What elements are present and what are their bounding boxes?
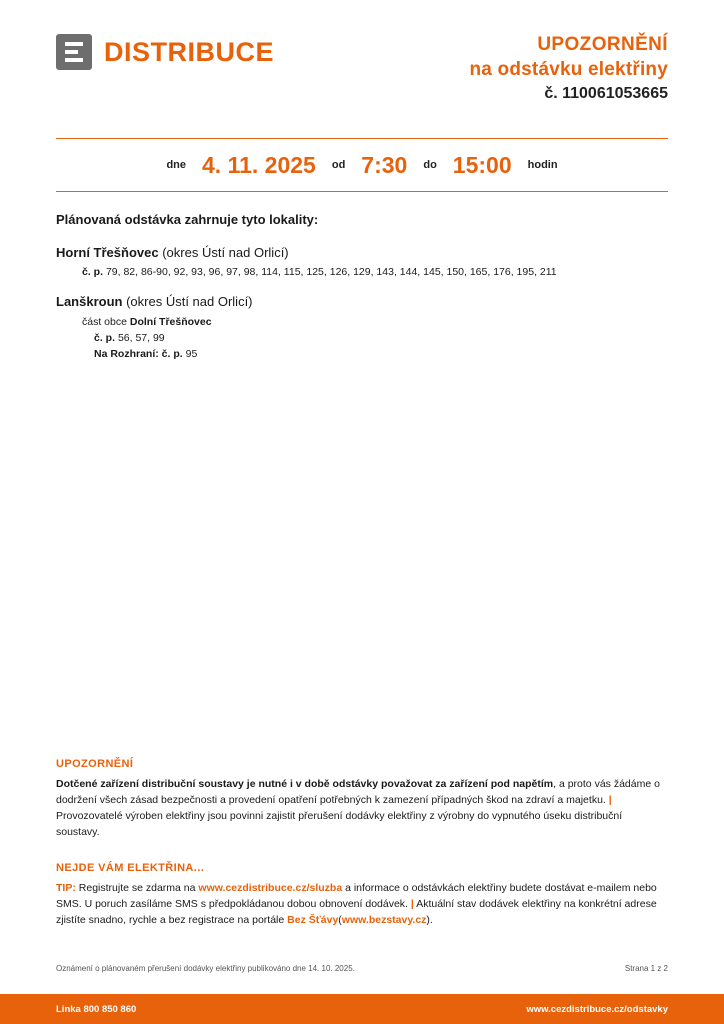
label-do: do bbox=[423, 159, 437, 171]
label-hodin: hodin bbox=[527, 159, 558, 171]
notice-separator: | bbox=[608, 794, 612, 806]
tip-text2: a informace o odstávkách elektřiny budete dostávat e-mailem nebo SMS. U poruch zasíláme SMS s předpokládanou dobou obnovení dodávek. bbox=[56, 882, 657, 910]
document-header bbox=[56, 32, 668, 112]
locality-numbers-label: č. p. bbox=[94, 332, 116, 344]
notice-warning-bold: Dotčené zařízení distribuční soustavy je nutné i v době odstávky považovat za zařízení pod napětím bbox=[56, 778, 554, 790]
locality-name: Lanškroun bbox=[56, 294, 123, 309]
localities-section bbox=[56, 212, 668, 376]
outage-date: 4. 11. 2025 bbox=[202, 151, 316, 178]
locality-part-label: část obce bbox=[82, 316, 127, 328]
locality-extra-label: Na Rozhraní: č. p. bbox=[94, 348, 183, 360]
document-title-block bbox=[470, 32, 669, 105]
notice-warning-text2: Provozovatelé výroben elektřiny jsou povinni zajistit přerušení dodávky elektřiny z výrobny do vypnutého úseku distribuční soustavy. bbox=[56, 810, 623, 838]
locality-numbers-value: 79, 82, 86-90, 92, 93, 96, 97, 98, 114, 115, 125, 126, 129, 143, 144, 145, 150, 165, 176, 195, 211 bbox=[105, 266, 557, 278]
notice-help-heading: NEJDE VÁM ELEKTŘINA... bbox=[56, 862, 205, 874]
tip-label: TIP: bbox=[56, 882, 76, 894]
label-dne: dne bbox=[166, 159, 186, 171]
locality-extra-value: 95 bbox=[185, 348, 198, 360]
locality-numbers-value: 56, 57, 99 bbox=[117, 332, 165, 344]
cez-logo-icon bbox=[56, 34, 92, 70]
notice-warning-heading: UPOZORNĚNÍ bbox=[56, 758, 134, 770]
footer-web-link[interactable]: www.cezdistribuce.cz/odstavky bbox=[526, 1003, 668, 1015]
portal-name: Bez Šťávy bbox=[287, 914, 339, 926]
locality-item bbox=[56, 245, 668, 280]
page-number: Strana 1 z 2 bbox=[624, 964, 668, 973]
notice-help-body bbox=[56, 880, 668, 928]
notice-warning-text: , a proto vás žádáme o dodržení všech zásad bezpečnosti a provedení opatření potřebných k zamezení případných škod na zdraví a majetku. bbox=[56, 778, 660, 806]
link-sluzba[interactable]: www.cezdistribuce.cz/sluzba bbox=[198, 882, 343, 894]
locality-title bbox=[56, 245, 668, 260]
locality-part bbox=[82, 314, 668, 330]
portal-close-paren: ). bbox=[426, 914, 433, 926]
notice-separator: | bbox=[410, 898, 414, 910]
document-number: č. 110061053665 bbox=[544, 85, 668, 102]
brand-logo bbox=[56, 34, 274, 70]
locality-extra bbox=[94, 346, 668, 362]
locality-name: Horní Třešňovec bbox=[56, 245, 159, 260]
locality-part-name: Dolní Třešňovec bbox=[129, 316, 212, 328]
brand-name: DISTRIBUCE bbox=[104, 36, 275, 67]
locality-district: (okres Ústí nad Orlicí) bbox=[162, 245, 289, 260]
notices-section bbox=[56, 758, 668, 928]
outage-datetime-band bbox=[56, 138, 668, 192]
link-bezstavy[interactable]: www.bezstavy.cz bbox=[341, 914, 427, 926]
locality-numbers-label: č. p. bbox=[82, 266, 104, 278]
footer-note bbox=[56, 964, 668, 973]
locality-title bbox=[56, 294, 668, 309]
footer-bar bbox=[0, 994, 724, 1024]
tip-text3: Aktuální stav dodávek elektřiny na konkrétní adrese zjistíte snadno, rychle a bez registrace na portále bbox=[56, 898, 657, 926]
outage-time-to: 15:00 bbox=[452, 151, 512, 178]
notice-warning-body bbox=[56, 776, 668, 840]
locality-numbers bbox=[94, 330, 668, 346]
locality-item bbox=[56, 294, 668, 362]
label-od: od bbox=[331, 159, 346, 171]
locality-numbers bbox=[82, 265, 668, 280]
notice-help-block bbox=[56, 862, 668, 928]
publish-note: Oznámení o plánovaném přerušení dodávky elektřiny publikováno dne 14. 10. 2025. bbox=[56, 964, 355, 973]
cez-logo-icon-bar bbox=[65, 50, 78, 54]
footer-phone: Linka 800 850 860 bbox=[56, 1003, 137, 1015]
locality-district: (okres Ústí nad Orlicí) bbox=[126, 294, 253, 309]
localities-intro: Plánovaná odstávka zahrnuje tyto lokality: bbox=[56, 212, 319, 227]
document-title-line1: UPOZORNĚNÍ bbox=[537, 34, 668, 55]
tip-text1: Registrujte se zdarma na bbox=[78, 882, 196, 894]
portal-open-paren: ( bbox=[338, 914, 342, 926]
outage-time-from: 7:30 bbox=[361, 151, 408, 178]
document-title-line2: na odstávku elektřiny bbox=[469, 59, 668, 80]
